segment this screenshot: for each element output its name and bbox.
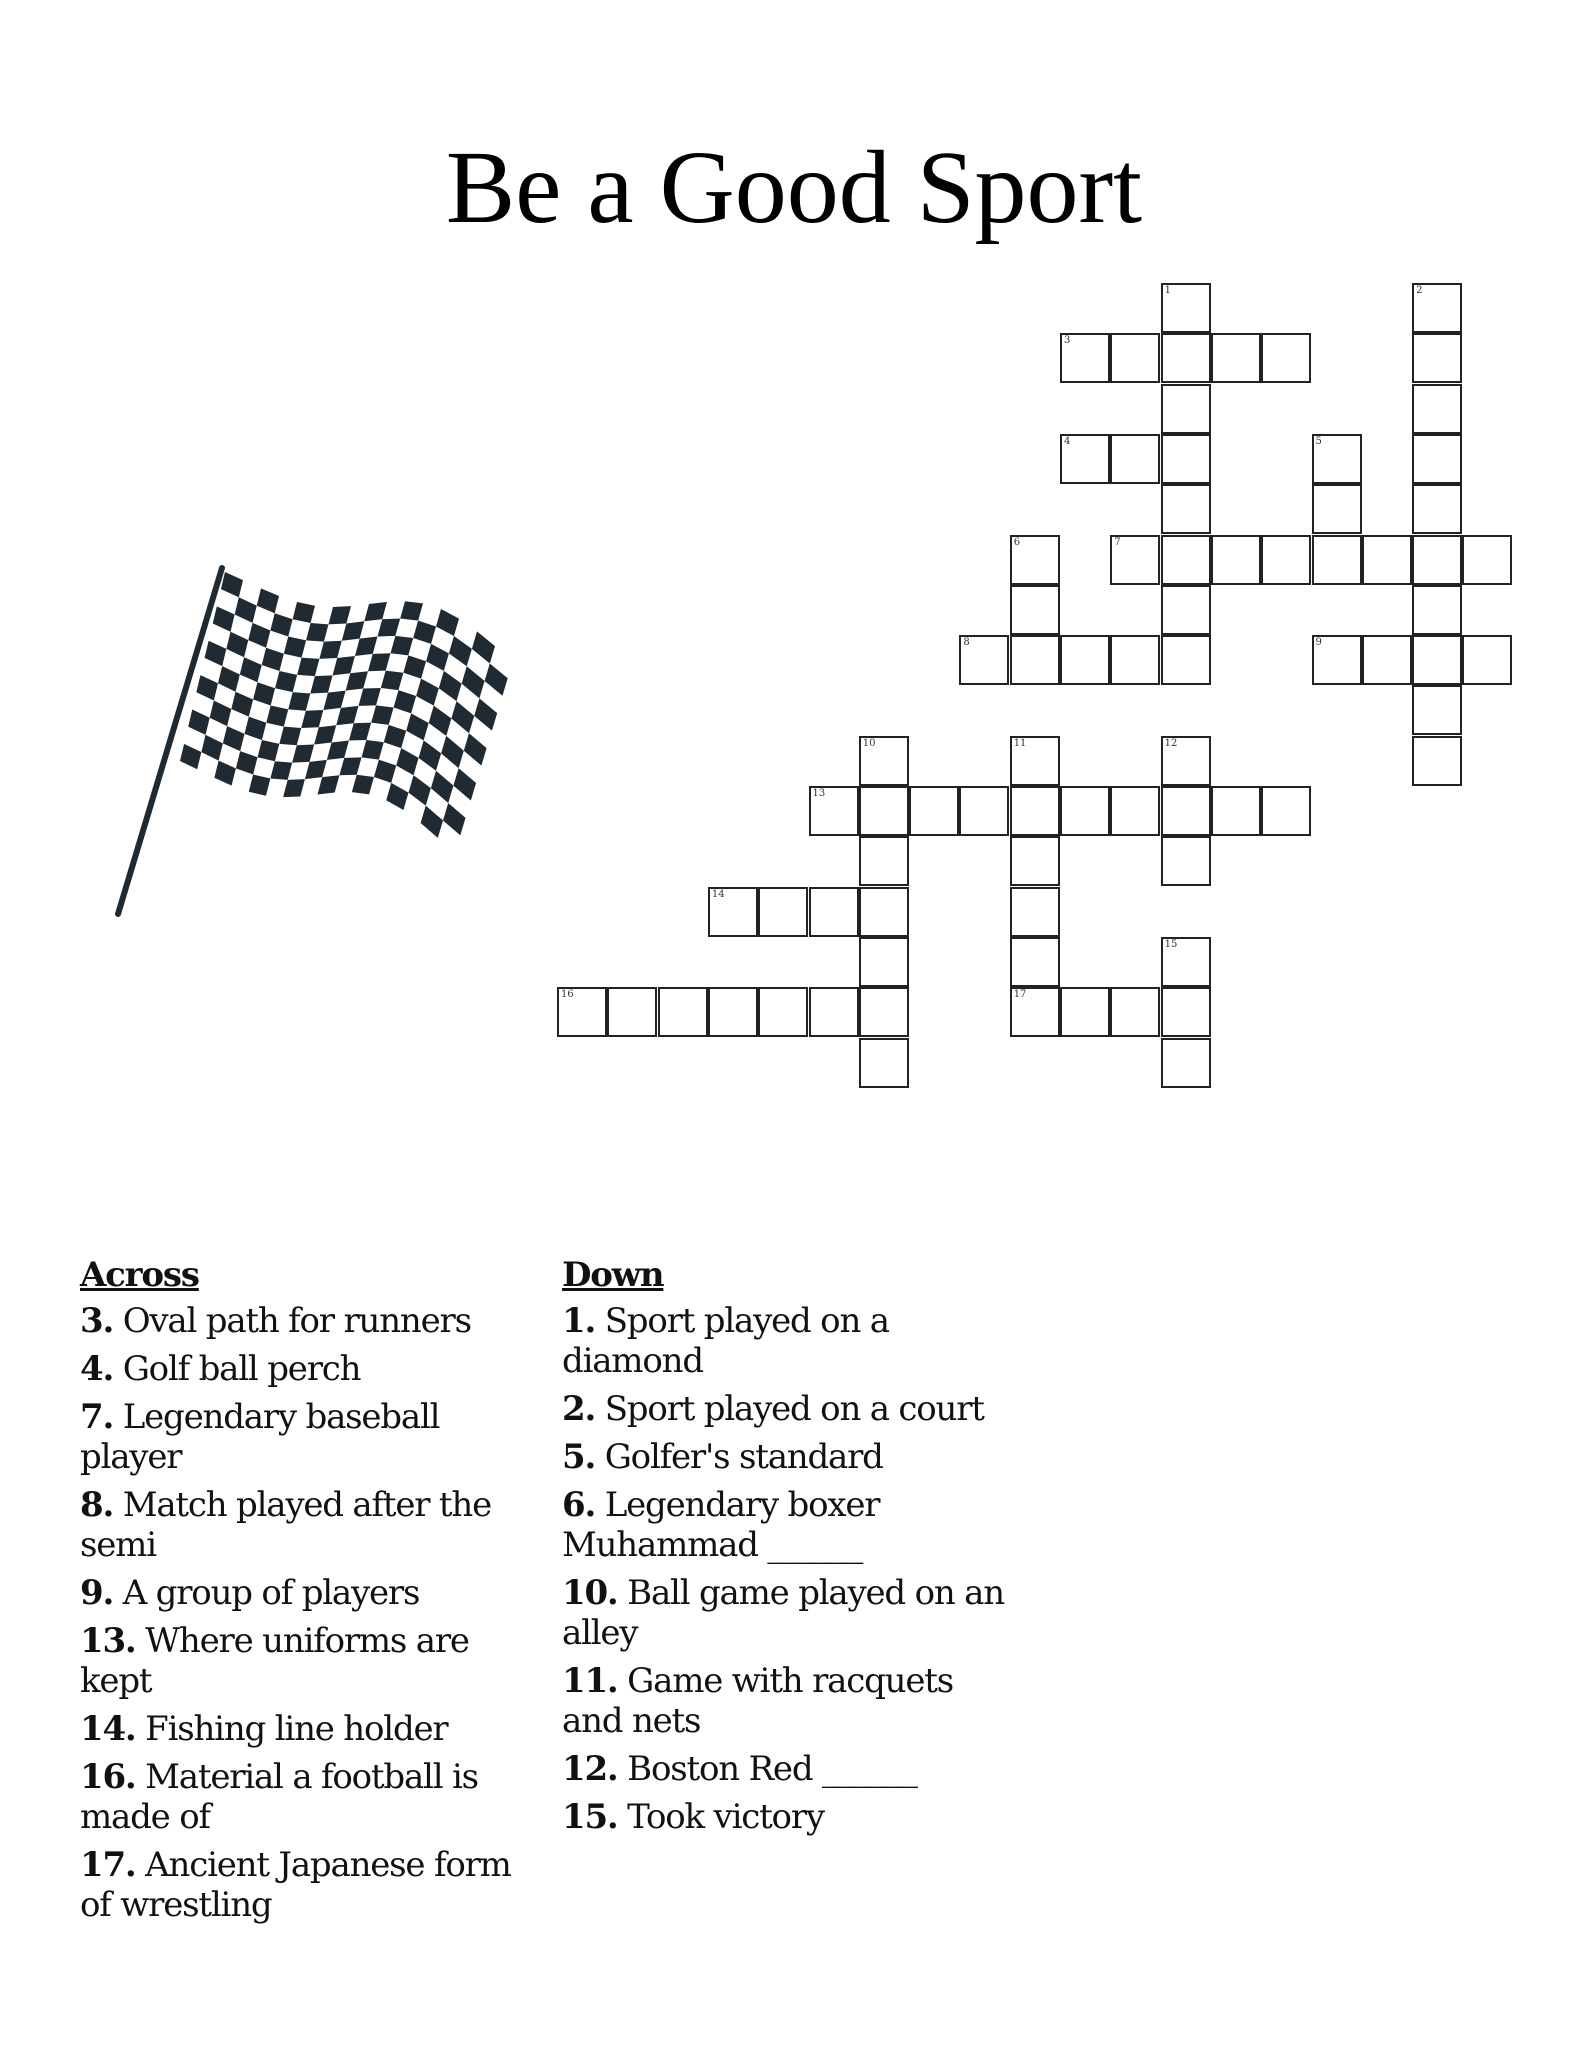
flag-check — [339, 757, 361, 775]
grid-cell[interactable] — [758, 987, 808, 1037]
flag-check — [301, 710, 323, 728]
flag-check — [431, 771, 454, 803]
across-clue — [80, 1485, 520, 1565]
grid-cell[interactable] — [1010, 987, 1060, 1037]
flag-check — [336, 706, 358, 725]
across-clue — [80, 1573, 520, 1613]
grid-cell[interactable] — [1412, 685, 1462, 735]
grid-cell[interactable] — [1462, 535, 1512, 585]
clue-number-label: 10 — [862, 737, 876, 749]
flag-check — [396, 748, 418, 775]
grid-cell[interactable] — [708, 887, 758, 937]
clue-number: 4. — [80, 1349, 114, 1389]
clue-text: Material a football is made of — [80, 1757, 478, 1837]
grid-cell[interactable] — [809, 887, 859, 937]
flag-check — [284, 637, 306, 658]
grid-cell[interactable] — [1010, 887, 1060, 937]
grid-cell[interactable] — [809, 987, 859, 1037]
flag-check — [245, 717, 267, 740]
clue-text: Legendary baseball player — [80, 1397, 440, 1477]
clue-text: Legendary boxer Muhammad ______ — [562, 1485, 880, 1565]
flag-check — [426, 644, 449, 671]
flag-check — [266, 706, 288, 727]
flag-check — [377, 619, 400, 637]
flag-check — [342, 621, 365, 640]
across-clues — [80, 1255, 520, 1933]
grid-cell[interactable] — [1110, 987, 1160, 1037]
flag-check — [306, 623, 328, 642]
flag-check — [421, 806, 443, 838]
clue-text: Ancient Japanese form of wrestling — [80, 1845, 511, 1925]
grid-cell[interactable] — [1010, 937, 1060, 987]
flag-check — [292, 745, 314, 763]
grid-cell[interactable] — [1312, 434, 1362, 484]
grid-cell[interactable] — [1060, 434, 1110, 484]
flag-check — [310, 675, 332, 693]
down-clue — [562, 1797, 1012, 1837]
flag-check — [205, 641, 227, 666]
clue-number: 10. — [562, 1573, 618, 1613]
flag-check — [374, 760, 396, 783]
grid-cell[interactable] — [959, 786, 1009, 836]
across-clue — [80, 1349, 520, 1389]
clue-text: Where uniforms are kept — [80, 1621, 469, 1701]
grid-cell[interactable] — [1161, 736, 1211, 786]
down-clue — [562, 1437, 1012, 1477]
flag-check — [391, 636, 414, 656]
grid-cell[interactable] — [1211, 786, 1261, 836]
grid-cell[interactable] — [1462, 635, 1512, 685]
flag-check — [270, 613, 292, 636]
clue-text: Fishing line holder — [145, 1709, 448, 1749]
clue-text: A group of players — [122, 1573, 420, 1613]
grid-cell[interactable] — [1412, 434, 1462, 484]
flag-check — [394, 690, 417, 713]
grid-cell[interactable] — [708, 987, 758, 1037]
clue-number-label: 7 — [1114, 536, 1121, 548]
flag-check — [371, 705, 393, 725]
flag-check — [196, 675, 218, 700]
clue-number-label: 5 — [1315, 435, 1322, 447]
clue-number-label: 6 — [1013, 536, 1021, 548]
clue-text: Golf ball perch — [122, 1349, 361, 1389]
grid-cell[interactable] — [1412, 384, 1462, 434]
grid-cell[interactable] — [859, 937, 909, 987]
clue-number: 16. — [80, 1757, 136, 1797]
clue-number: 1. — [562, 1301, 596, 1341]
clue-number-label: 16 — [561, 989, 574, 1001]
grid-cell[interactable] — [1010, 585, 1060, 635]
down-clues — [562, 1255, 1012, 1845]
flag-check — [249, 775, 271, 796]
grid-cell[interactable] — [607, 987, 657, 1037]
flag-check — [352, 775, 374, 795]
flag-check — [381, 671, 404, 691]
flag-check — [221, 572, 243, 597]
flag-check — [386, 783, 408, 810]
grid-cell[interactable] — [1010, 736, 1060, 786]
clue-text: Took victory — [627, 1797, 824, 1837]
clue-number-label: 15 — [1164, 938, 1178, 950]
clue-number: 12. — [562, 1749, 618, 1789]
flag-check — [236, 751, 258, 774]
grid-cell[interactable] — [1312, 635, 1362, 685]
flag-check — [319, 641, 341, 659]
flag-check — [453, 768, 476, 800]
across-heading: Across — [80, 1255, 199, 1295]
grid-cell[interactable] — [1412, 333, 1462, 383]
down-heading: Down — [562, 1255, 664, 1295]
flag-check — [327, 741, 349, 760]
grid-cell[interactable] — [658, 987, 708, 1037]
grid-cell[interactable] — [1110, 635, 1160, 685]
grid-cell[interactable] — [959, 635, 1009, 685]
grid-cell[interactable] — [1211, 535, 1261, 585]
flag-check — [279, 727, 301, 746]
grid-cell[interactable] — [1110, 333, 1160, 383]
flag-check — [403, 655, 426, 678]
flag-check — [362, 740, 384, 760]
clue-text: Boston Red ______ — [627, 1749, 917, 1789]
grid-cell[interactable] — [1211, 333, 1261, 383]
flag-check — [441, 736, 464, 768]
grid-cell[interactable] — [1161, 585, 1211, 635]
clue-text: Match played after the semi — [80, 1485, 492, 1565]
clue-number: 5. — [562, 1437, 596, 1477]
grid-cell[interactable] — [1161, 484, 1211, 534]
grid-cell[interactable] — [1060, 786, 1110, 836]
down-clue — [562, 1661, 1012, 1741]
clue-number-label: 13 — [812, 788, 826, 799]
flag-check — [318, 775, 340, 794]
flag-check — [214, 761, 236, 786]
flag-check — [226, 632, 248, 658]
flag-check — [305, 760, 327, 779]
grid-cell[interactable] — [1312, 535, 1362, 585]
grid-cell[interactable] — [1161, 333, 1211, 383]
across-clue — [80, 1301, 520, 1341]
flag-check — [485, 664, 508, 696]
across-clue — [80, 1709, 520, 1749]
crossword-grid — [558, 284, 1518, 1094]
clue-number: 2. — [562, 1389, 596, 1429]
flag-check — [248, 623, 270, 648]
clue-number-label: 3 — [1064, 335, 1071, 347]
flag-check — [328, 606, 351, 624]
flag-check — [283, 779, 305, 797]
grid-cell[interactable] — [859, 887, 909, 937]
flag-check — [474, 698, 497, 730]
clue-number: 14. — [80, 1709, 136, 1749]
clue-number: 11. — [562, 1661, 618, 1701]
grid-cell[interactable] — [1412, 585, 1462, 635]
grid-cell[interactable] — [557, 987, 607, 1037]
grid-cell[interactable] — [859, 987, 909, 1037]
grid-cell[interactable] — [1010, 635, 1060, 685]
flag-check — [406, 713, 429, 740]
flag-check — [235, 597, 257, 623]
grid-cell[interactable] — [1110, 786, 1160, 836]
flag-check — [358, 688, 380, 706]
clue-number: 3. — [80, 1301, 114, 1341]
grid-cell[interactable] — [1161, 836, 1211, 886]
clue-number-label: 17 — [1013, 989, 1027, 1001]
clue-number: 6. — [562, 1485, 596, 1525]
clue-number-label: 12 — [1164, 737, 1178, 749]
flag-check — [419, 740, 442, 770]
across-clue — [80, 1621, 520, 1701]
flag-check — [408, 775, 430, 805]
flag-check — [240, 657, 262, 682]
down-clue — [562, 1389, 1012, 1429]
grid-cell[interactable] — [1161, 535, 1211, 585]
flag-check — [355, 637, 378, 656]
clue-text: Oval path for runners — [122, 1301, 471, 1341]
grid-cell[interactable] — [1010, 535, 1060, 585]
grid-cell[interactable] — [1161, 987, 1211, 1037]
checkered-flag-icon — [100, 550, 560, 930]
clue-number: 15. — [562, 1797, 618, 1837]
flag-check — [270, 761, 292, 780]
grid-cell[interactable] — [859, 786, 909, 836]
page-title: Be a Good Sport — [445, 130, 1143, 245]
grid-cell[interactable] — [1412, 283, 1462, 333]
flag-check — [443, 803, 466, 835]
flag-check — [349, 723, 371, 741]
down-clue — [562, 1573, 1012, 1653]
grid-cell[interactable] — [1362, 535, 1412, 585]
flag-check — [436, 609, 459, 636]
grid-cell[interactable] — [1362, 635, 1412, 685]
clue-number: 7. — [80, 1397, 114, 1437]
clue-number: 9. — [80, 1573, 114, 1613]
clue-number: 13. — [80, 1621, 136, 1661]
grid-cell[interactable] — [1261, 786, 1311, 836]
flag-check — [384, 725, 406, 748]
grid-cell[interactable] — [1060, 987, 1110, 1037]
across-clue — [80, 1757, 520, 1837]
grid-cell[interactable] — [1161, 434, 1211, 484]
flag-check — [364, 602, 387, 621]
clue-text: Game with racquets and nets — [562, 1661, 953, 1741]
grid-cell[interactable] — [1261, 333, 1311, 383]
grid-cell[interactable] — [1161, 1038, 1211, 1088]
grid-cell[interactable] — [1161, 635, 1211, 685]
grid-cell[interactable] — [859, 1038, 909, 1088]
clue-text: Golfer's standard — [604, 1437, 883, 1477]
flag-check — [257, 588, 279, 613]
grid-cell[interactable] — [1010, 836, 1060, 886]
grid-cell[interactable] — [1010, 786, 1060, 836]
grid-cell[interactable] — [1110, 434, 1160, 484]
flag-check — [231, 692, 253, 717]
grid-cell[interactable] — [1060, 333, 1110, 383]
flag-check — [462, 666, 485, 698]
flag-check — [253, 682, 275, 705]
clue-number-label: 8 — [963, 637, 970, 649]
clue-text: Ball game played on an alley — [562, 1573, 1004, 1653]
flag-check — [323, 691, 345, 710]
clue-number: 8. — [80, 1485, 114, 1525]
flag-check — [218, 666, 240, 692]
clue-number-label: 2 — [1416, 285, 1423, 296]
flag-check — [210, 701, 232, 727]
across-clue — [80, 1397, 520, 1477]
flag-check — [201, 735, 223, 761]
grid-cell[interactable] — [809, 786, 859, 836]
flag-check — [413, 621, 436, 644]
flag-check — [333, 656, 355, 675]
flag-check — [368, 653, 391, 671]
grid-cell[interactable] — [1261, 535, 1311, 585]
down-clue — [562, 1749, 1012, 1789]
flag-check — [293, 602, 315, 623]
grid-cell[interactable] — [1161, 937, 1211, 987]
grid-cell[interactable] — [909, 786, 959, 836]
flag-check — [439, 671, 462, 701]
grid-cell[interactable] — [1110, 535, 1160, 585]
flag-check — [449, 636, 472, 666]
flag-check — [464, 733, 487, 765]
flag-check — [416, 679, 439, 706]
flag-check — [262, 648, 284, 671]
grid-cell[interactable] — [859, 836, 909, 886]
flag-check — [275, 671, 297, 692]
flag-check — [451, 701, 474, 733]
grid-cell[interactable] — [1412, 736, 1462, 786]
clue-number-label: 1 — [1164, 285, 1171, 296]
clue-text: Sport played on a diamond — [562, 1301, 889, 1381]
clue-number-label: 14 — [711, 888, 725, 900]
grid-cell[interactable] — [859, 736, 909, 786]
grid-cell[interactable] — [1412, 484, 1462, 534]
flag-check — [472, 631, 495, 663]
flag-check — [429, 706, 452, 736]
grid-cell[interactable] — [1412, 535, 1462, 585]
clue-number: 17. — [80, 1845, 136, 1885]
grid-cell[interactable] — [1161, 283, 1211, 333]
grid-cell[interactable] — [1161, 384, 1211, 434]
clue-number-label: 4 — [1064, 435, 1071, 447]
flag-check — [346, 671, 368, 690]
flag-check — [288, 692, 310, 711]
flag-check — [297, 658, 319, 677]
flag-check — [400, 601, 423, 620]
down-clue — [562, 1485, 1012, 1565]
flag-checks — [180, 572, 508, 838]
flag-check — [223, 726, 245, 751]
across-clue — [80, 1845, 520, 1925]
flag-check — [180, 744, 201, 769]
clue-text: Sport played on a court — [604, 1389, 984, 1429]
grid-cell[interactable] — [758, 887, 808, 937]
flag-check — [314, 725, 336, 744]
grid-cell[interactable] — [1412, 635, 1462, 685]
grid-cell[interactable] — [1161, 786, 1211, 836]
clue-number-label: 9 — [1315, 637, 1322, 649]
clue-number-label: 11 — [1013, 737, 1027, 749]
down-clue — [562, 1301, 1012, 1381]
grid-cell[interactable] — [1312, 484, 1362, 534]
flag-check — [213, 606, 235, 631]
flag-check — [258, 740, 280, 761]
grid-cell[interactable] — [1060, 635, 1110, 685]
flag-check — [188, 709, 210, 734]
